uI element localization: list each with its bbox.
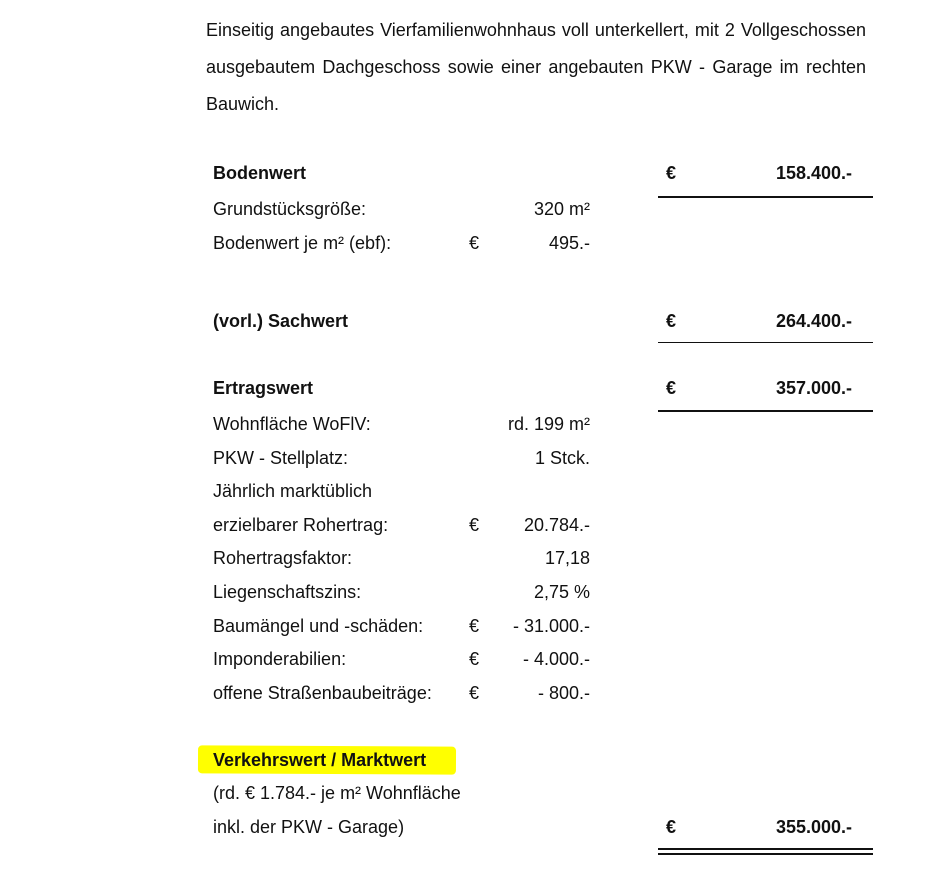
ertragswert-total: 357.000.- — [775, 378, 852, 398]
bodenwert-title: Bodenwert — [213, 163, 307, 183]
grundstuecksgroesse-value: 320 m² — [533, 199, 590, 219]
grundstuecksgroesse-label: Grundstücksgröße: — [213, 199, 367, 219]
ertragswert-currency: € — [666, 378, 677, 398]
rohertrag-label-line2: erzielbarer Rohertrag: — [213, 515, 389, 535]
sachwert-underline — [658, 342, 873, 343]
baumaengel-currency: € — [469, 616, 480, 636]
sachwert-title: (vorl.) Sachwert — [213, 311, 349, 331]
liegenschaftszins-value: 2,75 % — [533, 582, 590, 602]
sachwert-total: 264.400.- — [775, 311, 852, 331]
rohertrag-value: 20.784.- — [523, 515, 590, 535]
verkehrswert-note-line2: inkl. der PKW - Garage) — [213, 817, 405, 837]
wohnflaeche-value: rd. 199 m² — [507, 414, 590, 434]
baumaengel-value: - 31.000.- — [512, 616, 590, 636]
rohertragsfaktor-value: 17,18 — [544, 548, 590, 568]
verkehrswert-double-underline — [658, 848, 873, 855]
stellplatz-label: PKW - Stellplatz: — [213, 448, 349, 468]
stellplatz-value: 1 Stck. — [534, 448, 590, 468]
imponderabilien-value: - 4.000.- — [522, 649, 590, 669]
imponderabilien-label: Imponderabilien: — [213, 649, 347, 669]
verkehrswert-note-line1: (rd. € 1.784.- je m² Wohnfläche — [213, 783, 461, 803]
strassenbau-label: offene Straßenbaubeiträge: — [213, 683, 432, 703]
verkehrswert-currency: € — [666, 817, 677, 837]
ertragswert-underline — [658, 410, 873, 412]
wohnflaeche-label: Wohnfläche WoFlV: — [213, 414, 371, 434]
intro-paragraph: Einseitig angebautes Vierfamilienwohnhaus voll unterkellert, mit 2 Vollgeschossen ausgebautem Dachgeschoss sowie einer angebauten PKW - Garage im rechten Bauwich. — [206, 20, 866, 114]
bodenwert-underline — [658, 196, 873, 198]
verkehrswert-total: 355.000.- — [775, 817, 852, 837]
ertragswert-title: Ertragswert — [213, 378, 314, 398]
bodenwert-currency: € — [666, 163, 677, 183]
baumaengel-label: Baumängel und -schäden: — [213, 616, 424, 636]
imponderabilien-currency: € — [469, 649, 480, 669]
strassenbau-currency: € — [469, 683, 480, 703]
bodenwert-je-m2-label: Bodenwert je m² (ebf): — [213, 233, 392, 253]
liegenschaftszins-label: Liegenschaftszins: — [213, 582, 362, 602]
rohertragsfaktor-label: Rohertragsfaktor: — [213, 548, 353, 568]
bodenwert-je-m2-value: 495.- — [548, 233, 590, 253]
rohertrag-label-line1: Jährlich marktüblich — [213, 481, 373, 501]
sachwert-currency: € — [666, 311, 677, 331]
rohertrag-currency: € — [469, 515, 480, 535]
verkehrswert-title: Verkehrswert / Marktwert — [213, 750, 427, 770]
bodenwert-je-m2-currency: € — [469, 233, 480, 253]
bodenwert-total: 158.400.- — [775, 163, 852, 183]
strassenbau-value: - 800.- — [537, 683, 590, 703]
